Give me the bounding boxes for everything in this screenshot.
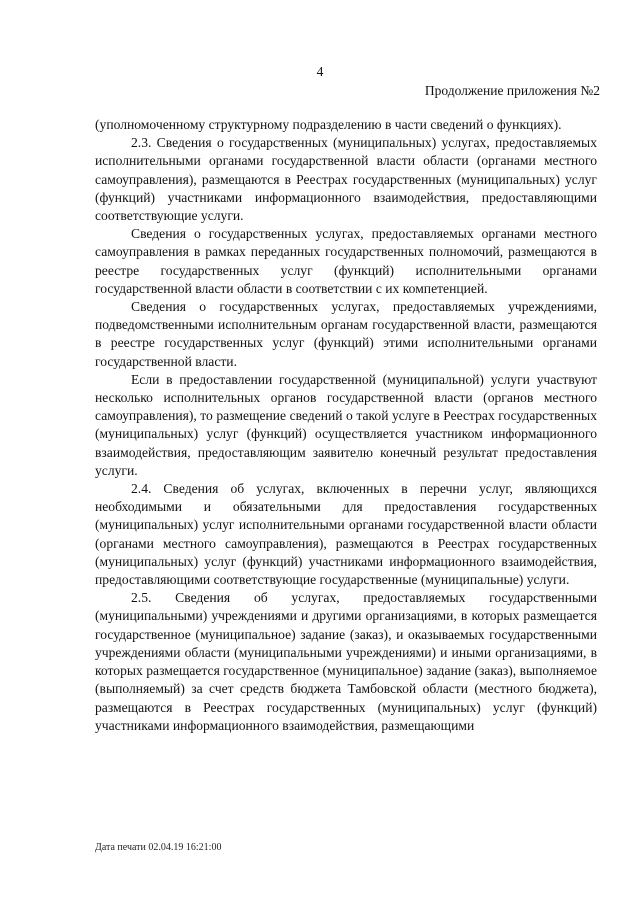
paragraph-2-4: 2.4. Сведения об услугах, включенных в перечни услуг, являющихся необходимыми и обязательными для предоставления государственных (муниципальных) услуг исполнительными органами государственной власти области (органами местного самоуправления), размещаются в Реестрах государственных (муниципальных) услуг (функций) участниками информационного взаимодействия, предоставляющими соответствующие государственные (муниципальные) услуги. (95, 481, 597, 588)
paragraph-multiple-bodies: Если в предоставлении государственной (муниципальной) услуги участвуют несколько исполнительных органов государственной власти (органов местного самоуправления), то размещение сведений о такой услуге в Реестрах государственных (муниципальных) услуг (функций) осуществляется участником информационного взаимодействия, предоставляющим заявителю конечный результат предоставления услуги. (95, 371, 597, 478)
paragraph-local-government-services: Сведения о государственных услугах, предоставляемых органами местного самоуправления в рамках переданных государственных полномочий, размещаются в реестре государственных услуг (функций) исполнительными органами государственной власти области в соответствии с их компетенцией. (95, 226, 597, 296)
paragraph-continuation: (уполномоченному структурному подразделению в части сведений о функциях). (95, 117, 562, 132)
document-body (95, 116, 597, 735)
paragraph-2-5: 2.5. Сведения об услугах, предоставляемых государственными (муниципальными) учреждениями и другими организациями, в которых размещается государственное (муниципальное) задание (заказ), и оказываемых государственными учреждениями области (муниципальными учреждениями) и иными организациями, в которых размещается государственное (муниципальное) задание (заказ), выполняемое (выполняемый) за счет средств бюджета Тамбовской области (местного бюджета), размещаются в Реестрах государственных (муниципальных) услуг (функций) участниками информационного взаимодействия, размещающими (95, 590, 597, 733)
print-date: Дата печати 02.04.19 16:21:00 (95, 842, 222, 853)
appendix-note: Продолжение приложения №2 (424, 83, 600, 98)
paragraph-subordinate-institutions: Сведения о государственных услугах, предоставляемых учреждениями, подведомственными исполнительным органам государственной власти, размещаются в реестре государственных услуг (функций) этими исполнительными органами государственной власти. (95, 299, 597, 369)
page-number: 4 (316, 64, 324, 79)
paragraph-2-3: 2.3. Сведения о государственных (муниципальных) услугах, предоставляемых исполнительными органами государственной власти области (органами местного самоуправления), размещаются в Реестрах государственных (муниципальных) услуг (функций) участниками информационного взаимодействия, предоставляющими соответствующие услуги. (95, 135, 597, 224)
